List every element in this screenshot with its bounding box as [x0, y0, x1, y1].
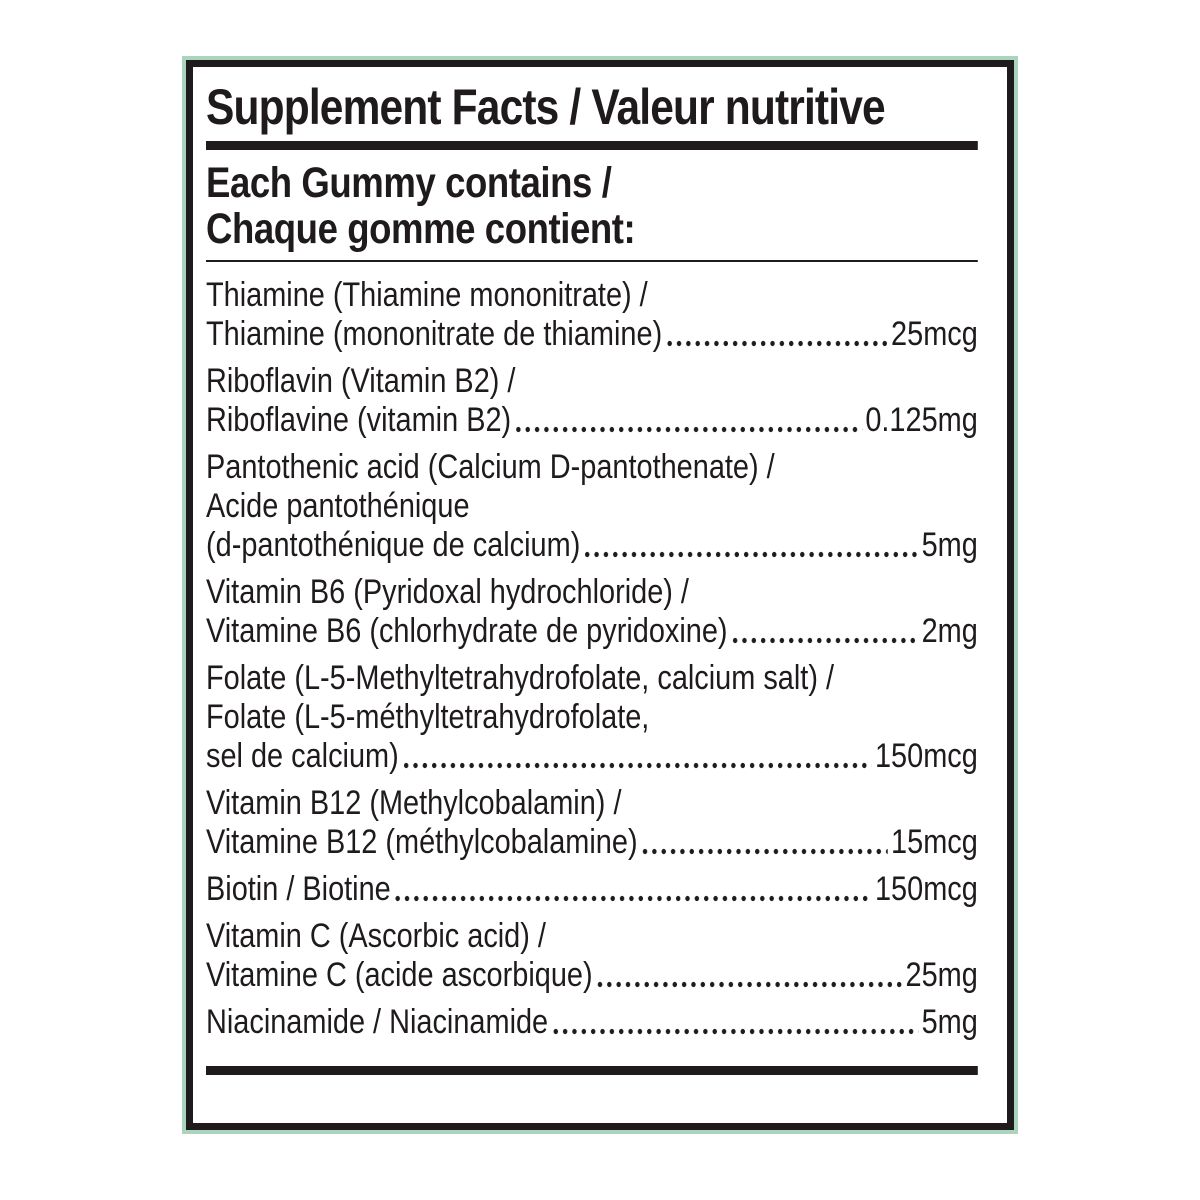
- ingredient-row: [206, 917, 978, 995]
- ingredient-amount-line: [206, 526, 978, 565]
- ingredient-name-line: Thiamine (Thiamine mononitrate) /: [206, 276, 648, 314]
- ingredient-row: [206, 448, 978, 565]
- label-title: Supplement Facts / Valeur nutritive: [206, 79, 885, 135]
- dot-leader: [583, 551, 918, 558]
- ingredient-name-line: Vitamin B12 (Methylcobalamin) /: [206, 784, 622, 822]
- ingredient-amount-line: [206, 1003, 978, 1042]
- ingredient-name: Biotin / Biotine: [206, 870, 391, 908]
- ingredient-amount-line: [206, 956, 978, 995]
- dot-leader: [393, 895, 871, 902]
- ingredient-amount: 150mcg: [874, 737, 978, 775]
- ingredient-name-line: Pantothenic acid (Calcium D-pantothenate) /: [206, 448, 775, 486]
- ingredient-name-line: Vitamin B6 (Pyridoxal hydrochloride) /: [206, 573, 689, 611]
- ingredient-amount: 0.125mg: [865, 401, 978, 439]
- ingredient-row: [206, 276, 978, 354]
- ingredient-name: (d-pantothénique de calcium): [206, 526, 581, 564]
- ingredient-amount: 150mcg: [874, 870, 978, 908]
- ingredient-name: Riboflavine (vitamin B2): [206, 401, 512, 439]
- ingredient-list: [206, 276, 978, 1042]
- dot-leader: [401, 762, 871, 769]
- ingredient-amount: 5mg: [921, 526, 978, 564]
- ingredient-amount-line: [206, 870, 978, 909]
- supplement-facts-label: [186, 60, 1014, 1130]
- ingredient-row: [206, 362, 978, 440]
- serving-heading: [206, 160, 978, 252]
- ingredient-amount-line: [206, 315, 978, 354]
- subheading-divider-rule: [206, 260, 978, 262]
- ingredient-name: Vitamine B12 (méthylcobalamine): [206, 823, 638, 861]
- ingredient-amount-line: [206, 737, 978, 776]
- ingredient-name-line: Folate (L-5-Methyltetrahydrofolate, calcium salt) /: [206, 659, 835, 697]
- ingredient-name-line: Vitamin C (Ascorbic acid) /: [206, 917, 546, 955]
- ingredient-name-line: Acide pantothénique: [206, 487, 470, 525]
- ingredient-name-line: Folate (L-5-méthyltetrahydrofolate,: [206, 698, 650, 736]
- dot-leader: [595, 981, 902, 988]
- dot-leader: [665, 340, 888, 347]
- ingredient-row: [206, 573, 978, 651]
- serving-heading-line-fr: Chaque gomme contient:: [206, 205, 636, 253]
- ingredient-amount-line: [206, 823, 978, 862]
- ingredient-amount: 5mg: [921, 1003, 978, 1041]
- ingredient-amount: 25mg: [905, 956, 978, 994]
- ingredient-row: [206, 1003, 978, 1042]
- ingredient-name: Vitamine C (acide ascorbique): [206, 956, 593, 994]
- ingredient-row: [206, 659, 978, 776]
- bottom-bar-rule: [206, 1066, 978, 1075]
- label-content: [206, 79, 978, 1075]
- ingredient-name: sel de calcium): [206, 737, 399, 775]
- dot-leader: [551, 1028, 918, 1035]
- ingredient-name: Niacinamide / Niacinamide: [206, 1003, 549, 1041]
- title-divider-rule: [206, 141, 978, 150]
- serving-heading-line-en: Each Gummy contains /: [206, 159, 612, 207]
- ingredient-name: Thiamine (mononitrate de thiamine): [206, 315, 663, 353]
- ingredient-name: Vitamine B6 (chlorhydrate de pyridoxine): [206, 612, 728, 650]
- ingredient-row: [206, 784, 978, 862]
- ingredient-amount-line: [206, 401, 978, 440]
- ingredient-name-line: Riboflavin (Vitamin B2) /: [206, 362, 516, 400]
- ingredient-amount: 2mg: [921, 612, 978, 650]
- dot-leader: [640, 848, 888, 855]
- ingredient-row: [206, 870, 978, 909]
- dot-leader: [730, 637, 918, 644]
- dot-leader: [514, 426, 862, 433]
- ingredient-amount: 15mcg: [891, 823, 978, 861]
- ingredient-amount-line: [206, 612, 978, 651]
- ingredient-amount: 25mcg: [891, 315, 978, 353]
